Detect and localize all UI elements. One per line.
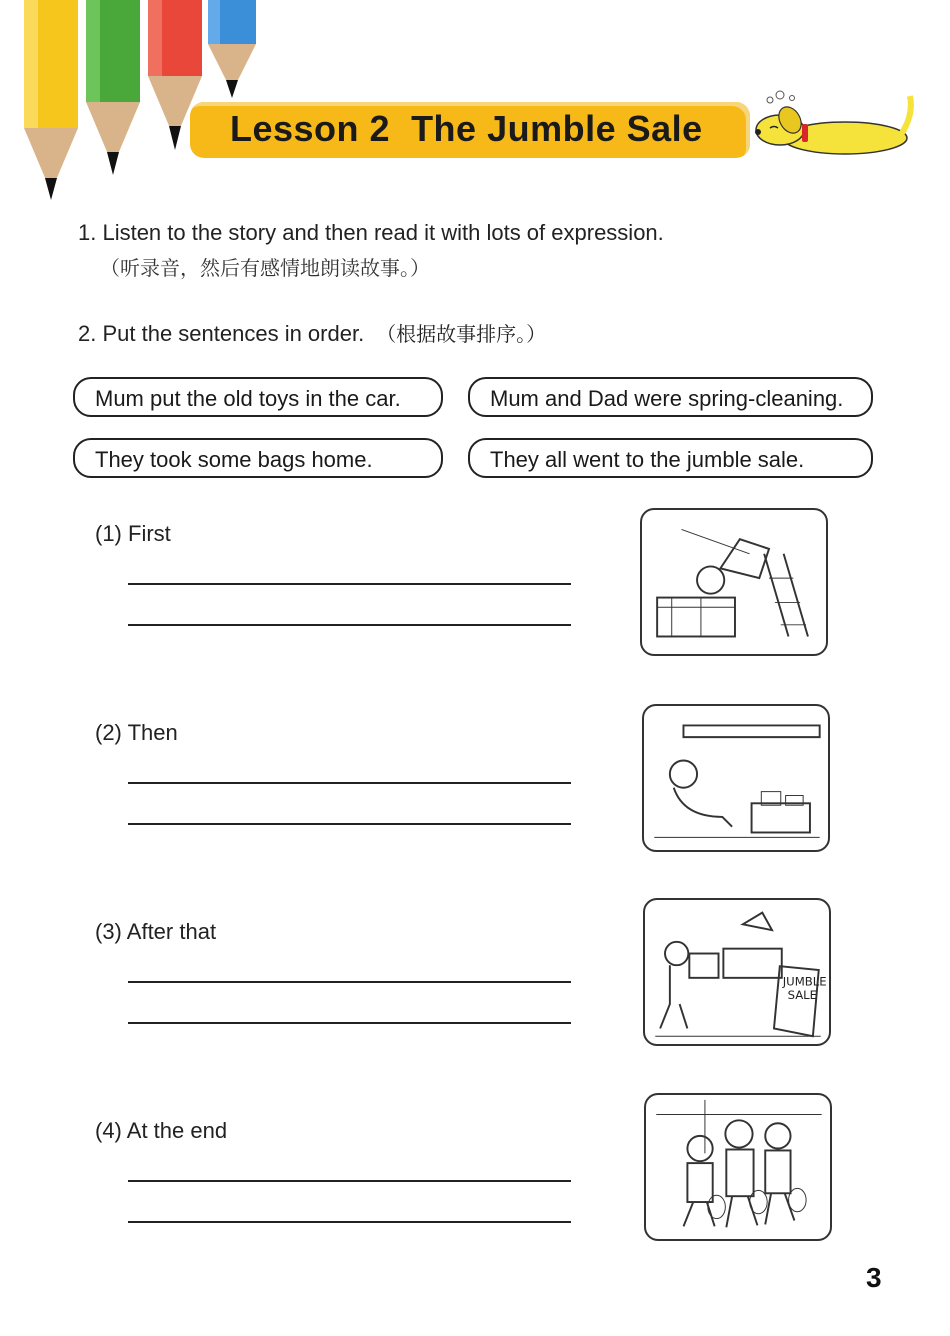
answer-line[interactable] (128, 624, 571, 626)
step-4-label: (4) At the end (95, 1118, 228, 1143)
picture-spring-cleaning (640, 508, 828, 656)
answer-line[interactable] (128, 583, 571, 585)
answer-line[interactable] (128, 823, 571, 825)
sentence-box-4: They all went to the jumble sale. (468, 438, 873, 478)
step-2-label: (2) Then (95, 720, 178, 745)
picture-kids-with-bags (644, 1093, 832, 1241)
answer-line[interactable] (128, 782, 571, 784)
question-2-chinese-note: （根据故事排序。） (376, 322, 547, 346)
question-2-instruction (78, 318, 546, 347)
lesson-title: Lesson 2 The Jumble Sale (230, 108, 703, 149)
picture-jumble-sale (643, 898, 831, 1046)
step-3-label: (3) After that (95, 919, 217, 944)
jumble-sign-line1: JUMBLE (782, 974, 827, 989)
answer-line[interactable] (128, 1221, 571, 1223)
picture-packing-car (642, 704, 830, 852)
sleeping-dog-illustration (750, 90, 920, 160)
sentence-box-2: Mum and Dad were spring-cleaning. (468, 377, 873, 417)
sentence-box-3: They took some bags home. (73, 438, 443, 478)
jumble-sign-line2: SALE (787, 988, 818, 1003)
page-number: 3 (866, 1262, 882, 1293)
answer-line[interactable] (128, 1180, 571, 1182)
title-banner (190, 102, 750, 158)
answer-line[interactable] (128, 1022, 571, 1024)
step-1-label: (1) First (95, 521, 171, 546)
answer-line[interactable] (128, 981, 571, 983)
question-2-text: 2. Put the sentences in order. (78, 321, 365, 346)
sentence-box-1: Mum put the old toys in the car. (73, 377, 443, 417)
question-1-instruction: 1. Listen to the story and then read it with lots of expression. (78, 220, 664, 245)
question-1-chinese-note: （听录音，然后有感情地朗读故事。） (100, 256, 430, 280)
